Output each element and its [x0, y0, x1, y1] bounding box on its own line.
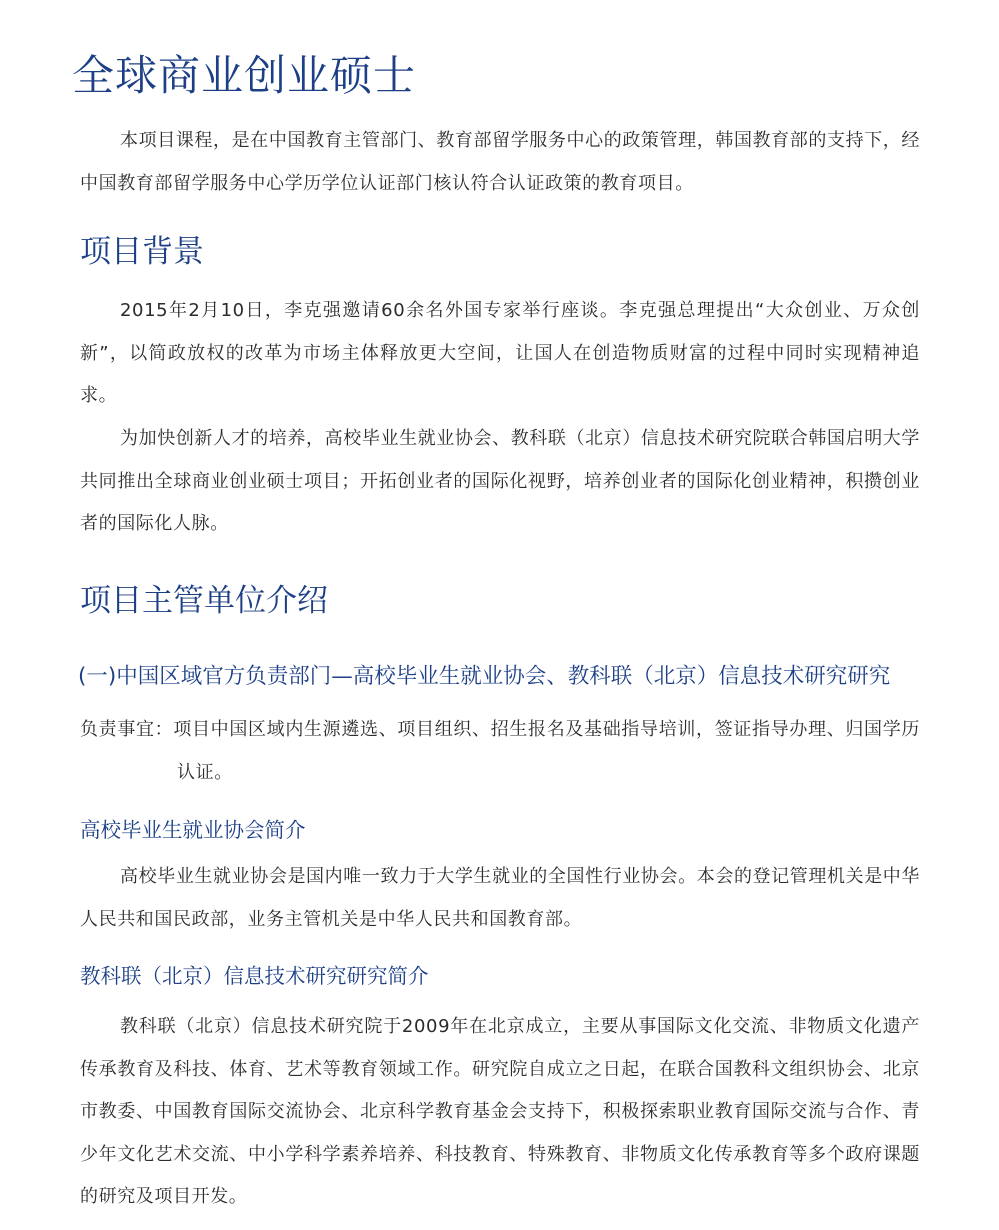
subsection-heading: (一)中国区域官方负责部门—高校毕业生就业协会、教科联（北京）信息技术研究研究: [78, 664, 891, 689]
background-heading: 项目背景: [80, 234, 204, 270]
institute-heading: 教科联（北京）信息技术研究研究简介: [80, 964, 429, 988]
units-heading: 项目主管单位介绍: [80, 583, 328, 619]
background-paragraph-2: 为加快创新人才的培养，高校毕业生就业协会、教科联（北京）信息技术研究院联合韩国启明大学共同推出全球商业创业硕士项目；开拓创业者的国际化视野，培养创业者的国际化创业精神，积攒创业者的国际化人脉。: [80, 428, 920, 534]
association-paragraph: 高校毕业生就业协会是国内唯一致力于大学生就业的全国性行业协会。本会的登记管理机关是中华人民共和国民政部，业务主管机关是中华人民共和国教育部。: [80, 866, 920, 930]
background-paragraph-1: 2015年2月10日，李克强邀请60余名外国专家举行座谈。李克强总理提出“大众创业、万众创新”，以简政放权的改革为市场主体释放更大空间，让国人在创造物质财富的过程中同时实现精神追求。: [80, 300, 920, 406]
page-title: 全球商业创业硕士: [72, 51, 417, 100]
institute-paragraph: 教科联（北京）信息技术研究院于2009年在北京成立，主要从事国际文化交流、非物质文化遗产传承教育及科技、体育、艺术等教育领域工作。研究院自成立之日起，在联合国教科文组织协会、北京市教委、中国教育国际交流协会、北京科学教育基金会支持下，积极探索职业教育国际交流与合作、青少年文化艺术交流、中小学科学素养培养、科技教育、特殊教育、非物质文化传承教育等多个政府课题的研究及项目开发。: [80, 1016, 920, 1207]
duty-paragraph: 负责事宜：项目中国区域内生源遴选、项目组织、招生报名及基础指导培训，签证指导办理、归国学历认证。: [80, 719, 920, 783]
intro-paragraph: 本项目课程，是在中国教育主管部门、教育部留学服务中心的政策管理，韩国教育部的支持下，经中国教育部留学服务中心学历学位认证部门核认符合认证政策的教育项目。: [80, 130, 920, 194]
association-heading: 高校毕业生就业协会简介: [80, 818, 306, 842]
